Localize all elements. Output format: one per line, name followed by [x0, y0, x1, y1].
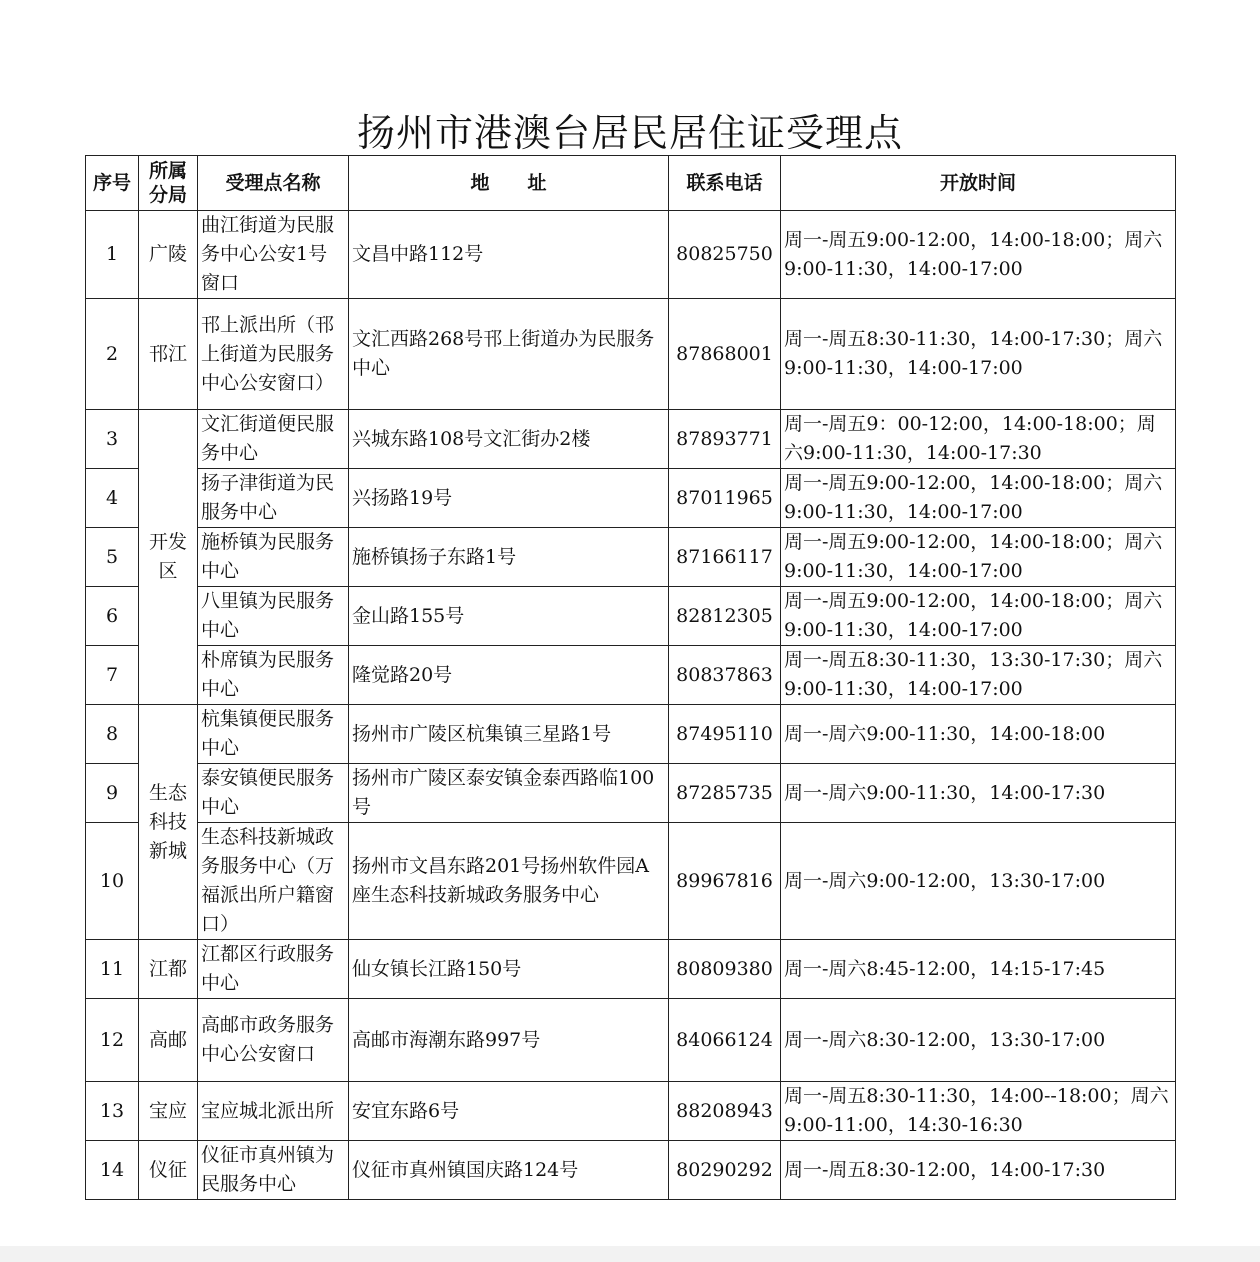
row-phone: 87868001 [669, 299, 781, 410]
bottom-strip [0, 1246, 1260, 1262]
row-no: 2 [86, 299, 139, 410]
row-hours: 周一-周五8:30-11:30，13:30-17:30；周六9:00-11:30，14:00-17:00 [781, 646, 1176, 705]
row-phone: 80290292 [669, 1141, 781, 1200]
row-name: 文汇街道便民服务中心 [198, 410, 349, 469]
table-row [86, 469, 1176, 528]
row-address: 施桥镇扬子东路1号 [349, 528, 669, 587]
row-name: 高邮市政务服务中心公安窗口 [198, 999, 349, 1082]
table-row [86, 528, 1176, 587]
row-address: 文汇西路268号邗上街道办为民服务中心 [349, 299, 669, 410]
row-phone: 88208943 [669, 1082, 781, 1141]
row-name: 扬子津街道为民服务中心 [198, 469, 349, 528]
row-no: 8 [86, 705, 139, 764]
table-row [86, 587, 1176, 646]
table-row [86, 764, 1176, 823]
table-row [86, 410, 1176, 469]
row-no: 10 [86, 823, 139, 940]
row-address: 仪征市真州镇国庆路124号 [349, 1141, 669, 1200]
row-no: 4 [86, 469, 139, 528]
service-points-table [85, 155, 1176, 1200]
row-hours: 周一-周五9:00-12:00，14:00-18:00；周六9:00-11:30，14:00-17:00 [781, 528, 1176, 587]
table-row [86, 940, 1176, 999]
table-row [86, 1141, 1176, 1200]
table-row [86, 211, 1176, 299]
row-name: 邗上派出所（邗上街道为民服务中心公安窗口） [198, 299, 349, 410]
row-no: 7 [86, 646, 139, 705]
row-phone: 87495110 [669, 705, 781, 764]
row-name: 宝应城北派出所 [198, 1082, 349, 1141]
row-phone: 80825750 [669, 211, 781, 299]
row-name: 杭集镇便民服务中心 [198, 705, 349, 764]
row-hours: 周一-周五8:30-11:30，14:00--18:00；周六9:00-11:00，14:30-16:30 [781, 1082, 1176, 1141]
row-hours: 周一-周五9：00-12:00，14:00-18:00；周六9:00-11:30，14:00-17:30 [781, 410, 1176, 469]
row-phone: 82812305 [669, 587, 781, 646]
row-address: 高邮市海潮东路997号 [349, 999, 669, 1082]
row-name: 朴席镇为民服务中心 [198, 646, 349, 705]
row-phone: 89967816 [669, 823, 781, 940]
row-no: 11 [86, 940, 139, 999]
row-address: 隆觉路20号 [349, 646, 669, 705]
row-no: 5 [86, 528, 139, 587]
row-address: 扬州市广陵区泰安镇金泰西路临100号 [349, 764, 669, 823]
row-name: 泰安镇便民服务中心 [198, 764, 349, 823]
row-bureau: 宝应 [139, 1082, 198, 1141]
row-bureau: 生态科技新城 [139, 705, 198, 940]
table-row [86, 705, 1176, 764]
table-header-row [86, 156, 1176, 211]
row-name: 仪征市真州镇为民服务中心 [198, 1141, 349, 1200]
row-hours: 周一-周六8:30-12:00，13:30-17:00 [781, 999, 1176, 1082]
row-hours: 周一-周六9:00-11:30，14:00-17:30 [781, 764, 1176, 823]
row-phone: 80809380 [669, 940, 781, 999]
row-bureau: 仪征 [139, 1141, 198, 1200]
table-row [86, 299, 1176, 410]
row-address: 仙女镇长江路150号 [349, 940, 669, 999]
row-address: 扬州市广陵区杭集镇三星路1号 [349, 705, 669, 764]
row-phone: 87011965 [669, 469, 781, 528]
row-hours: 周一-周五9:00-12:00，14:00-18:00；周六9:00-11:30，14:00-17:00 [781, 587, 1176, 646]
row-name: 八里镇为民服务中心 [198, 587, 349, 646]
header-hours: 开放时间 [781, 156, 1176, 211]
row-hours: 周一-周六8:45-12:00，14:15-17:45 [781, 940, 1176, 999]
table-row [86, 999, 1176, 1082]
header-phone: 联系电话 [669, 156, 781, 211]
row-phone: 87166117 [669, 528, 781, 587]
table-row [86, 823, 1176, 940]
row-no: 1 [86, 211, 139, 299]
row-hours: 周一-周五8:30-11:30，14:00-17:30；周六9:00-11:30，14:00-17:00 [781, 299, 1176, 410]
row-bureau: 高邮 [139, 999, 198, 1082]
row-name: 施桥镇为民服务中心 [198, 528, 349, 587]
row-address: 安宜东路6号 [349, 1082, 669, 1141]
row-name: 曲江街道为民服务中心公安1号窗口 [198, 211, 349, 299]
table-row [86, 646, 1176, 705]
row-address: 金山路155号 [349, 587, 669, 646]
row-address: 兴城东路108号文汇街办2楼 [349, 410, 669, 469]
row-hours: 周一-周五9:00-12:00，14:00-18:00；周六9:00-11:30，14:00-17:00 [781, 211, 1176, 299]
page-title: 扬州市港澳台居民居住证受理点 [356, 111, 903, 155]
row-bureau: 邗江 [139, 299, 198, 410]
row-hours: 周一-周六9:00-12:00，13:30-17:00 [781, 823, 1176, 940]
row-no: 3 [86, 410, 139, 469]
row-phone: 87285735 [669, 764, 781, 823]
row-phone: 80837863 [669, 646, 781, 705]
row-address: 兴扬路19号 [349, 469, 669, 528]
row-no: 14 [86, 1141, 139, 1200]
header-address: 地 址 [349, 156, 669, 211]
row-no: 13 [86, 1082, 139, 1141]
row-no: 12 [86, 999, 139, 1082]
row-name: 江都区行政服务中心 [198, 940, 349, 999]
header-no: 序号 [86, 156, 139, 211]
row-bureau: 江都 [139, 940, 198, 999]
table-row [86, 1082, 1176, 1141]
row-hours: 周一-周六9:00-11:30，14:00-18:00 [781, 705, 1176, 764]
row-no: 9 [86, 764, 139, 823]
row-hours: 周一-周五9:00-12:00，14:00-18:00；周六9:00-11:30，14:00-17:00 [781, 469, 1176, 528]
row-address: 文昌中路112号 [349, 211, 669, 299]
row-hours: 周一-周五8:30-12:00，14:00-17:30 [781, 1141, 1176, 1200]
row-address: 扬州市文昌东路201号扬州软件园A座生态科技新城政务服务中心 [349, 823, 669, 940]
row-bureau: 广陵 [139, 211, 198, 299]
row-name: 生态科技新城政务服务中心（万福派出所户籍窗口） [198, 823, 349, 940]
header-bureau: 所属分局 [139, 156, 198, 211]
row-no: 6 [86, 587, 139, 646]
row-phone: 87893771 [669, 410, 781, 469]
row-phone: 84066124 [669, 999, 781, 1082]
header-name: 受理点名称 [198, 156, 349, 211]
row-bureau: 开发区 [139, 410, 198, 705]
